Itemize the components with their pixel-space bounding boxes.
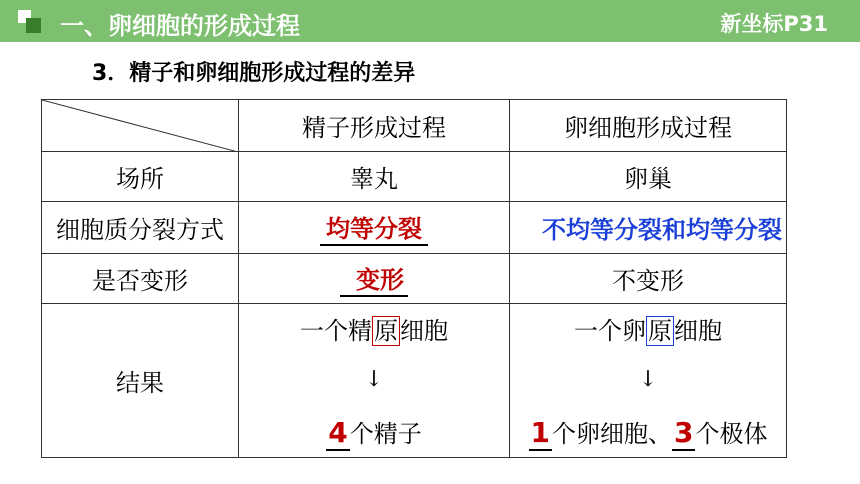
down-arrow-icon: ↓ (364, 366, 384, 392)
squares-icon (16, 8, 46, 36)
diagonal-header-cell (42, 100, 239, 152)
table-row-result (42, 304, 787, 458)
answer-text: 均等分裂 (326, 215, 422, 243)
col-header-egg: 卵细胞形成过程 (510, 100, 787, 152)
row-label: 场所 (42, 152, 239, 202)
cell-egg: 不变形 (510, 254, 787, 304)
header-reference: 新坐标P31 (720, 12, 828, 36)
comparison-table (41, 99, 787, 458)
answer-text-blue: 不均等分裂和均等分裂 (542, 216, 782, 244)
diagonal-line (42, 100, 238, 152)
header-bar (0, 0, 860, 42)
highlight-box: 原 (374, 316, 398, 345)
sperm-origin-text: 一个精原细胞 (300, 316, 448, 345)
cell-sperm (239, 202, 510, 254)
highlight-box: 原 (648, 316, 672, 345)
down-arrow-icon: ↓ (638, 366, 658, 392)
answer-blank: 1 (530, 415, 550, 449)
cell-egg-result (510, 304, 787, 458)
answer-blank (340, 260, 408, 297)
table-header-row (42, 100, 787, 152)
row-label: 是否变形 (42, 254, 239, 304)
row-label: 细胞质分裂方式 (42, 202, 239, 254)
answer-blank: 4 (328, 415, 348, 449)
answer-blank: 3 (674, 415, 694, 449)
cell-egg: 卵巢 (510, 152, 787, 202)
sperm-result-text: 4个精子 (328, 415, 422, 449)
egg-origin-text: 一个卵原细胞 (574, 316, 722, 345)
section-title: 3．精子和卵细胞形成过程的差异 (92, 61, 416, 86)
cell-sperm (239, 254, 510, 304)
table-row (42, 254, 787, 304)
egg-result-text: 1个卵细胞、3个极体 (530, 415, 768, 449)
answer-blank (320, 209, 428, 246)
header-title: 一、卵细胞的形成过程 (60, 12, 300, 40)
table-row (42, 152, 787, 202)
cell-sperm: 睾丸 (239, 152, 510, 202)
row-label: 结果 (42, 304, 239, 458)
col-header-sperm: 精子形成过程 (239, 100, 510, 152)
answer-text: 变形 (356, 266, 404, 294)
cell-egg (510, 202, 787, 254)
cell-sperm-result (239, 304, 510, 458)
table-row (42, 202, 787, 254)
